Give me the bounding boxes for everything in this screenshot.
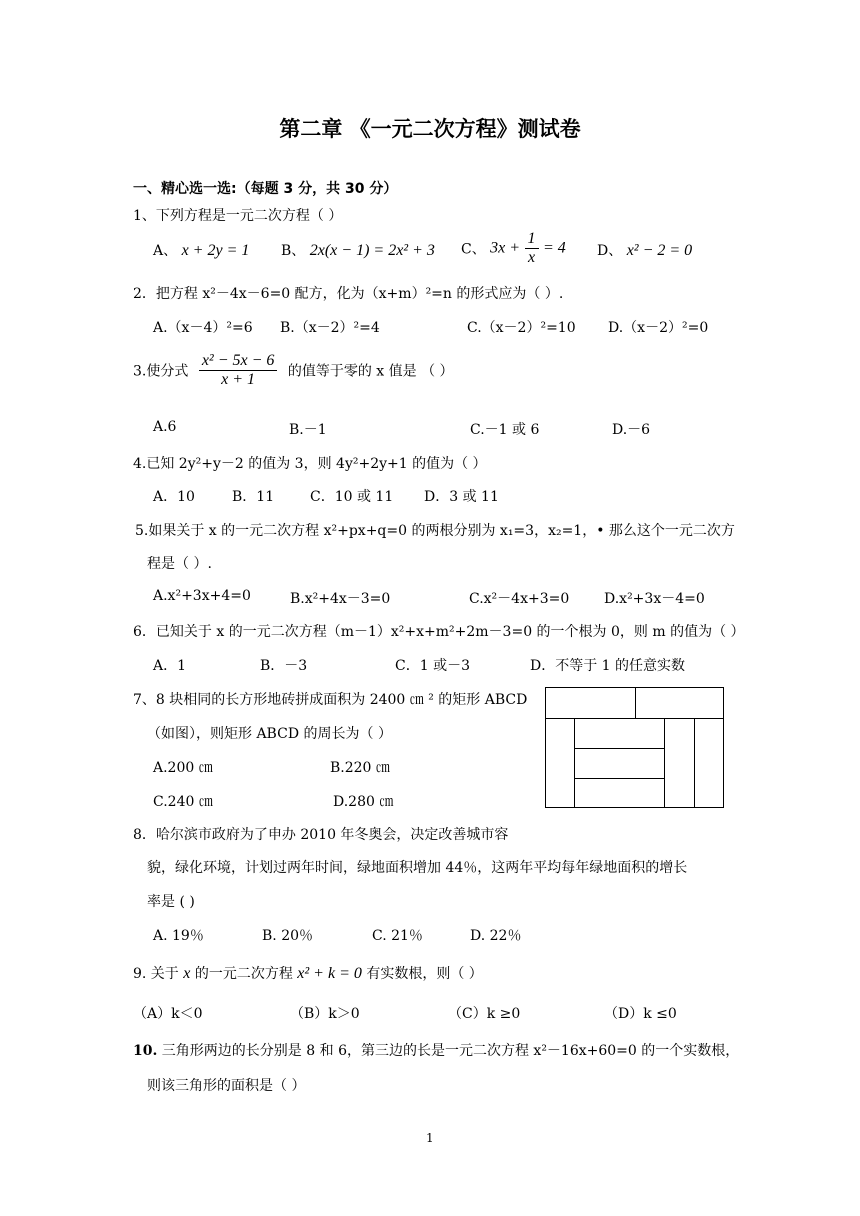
question-8-stem-line1: 8．哈尔滨市政府为了申办 2010 年冬奥会，决定改善城市容: [133, 827, 509, 843]
figure-right-column-line: [694, 718, 695, 808]
q9-equation: x² + k = 0: [297, 965, 362, 982]
q1-option-a: [153, 240, 249, 260]
page-title: 第二章 《一元二次方程》测试卷: [279, 117, 581, 141]
q3-denominator: x + 1: [221, 371, 256, 388]
figure-middle-row-line-2: [574, 778, 665, 779]
q1-option-c-label: C、: [461, 241, 486, 258]
q9-option-a: （A）k＜0: [133, 1006, 203, 1022]
q7-option-a: A.200 ㎝: [153, 760, 213, 776]
q1-option-d-label: D、: [597, 243, 623, 259]
q9-option-b: （B）k＞0: [290, 1006, 360, 1022]
q3-suffix: 的值等于零的 x 值是 （ ）: [287, 363, 454, 380]
question-2-stem: 2．把方程 x²－4x－6=0 配方，化为（x+m）²=n 的形式应为（ ）.: [133, 286, 564, 302]
q3-fraction: [199, 352, 278, 389]
figure-middle-right-line: [664, 718, 665, 808]
figure-middle-row-line-1: [574, 748, 665, 749]
question-4-stem: 4.已知 2y²+y－2 的值为 3，则 4y²+2y+1 的值为（ ）: [133, 456, 487, 472]
question-5-stem-line2: 程是（ ）.: [147, 556, 212, 572]
question-3: [133, 352, 454, 389]
question-9-stem: [133, 963, 483, 983]
question-5-stem-line1: 5.如果关于 x 的一元二次方程 x²+px+q=0 的两根分别为 x₁=3，x₂=1，• 那么这个一元二次方: [135, 523, 735, 539]
q6-option-b: B．－3: [260, 658, 308, 674]
q1-option-c-fraction: [525, 230, 539, 267]
q10-number: 10.: [133, 1043, 158, 1059]
q1-option-d: [597, 240, 692, 260]
section-heading: 一、精心选一选:（每题 3 分，共 30 分）: [133, 181, 398, 197]
q9-variable: x: [183, 965, 191, 982]
q5-option-d: D.x²+3x－4=0: [604, 591, 705, 607]
q2-option-b: B.（x－2）²=4: [280, 320, 380, 336]
q3-prefix: 3.使分式: [133, 363, 189, 380]
q4-option-a: A．10: [153, 489, 195, 505]
q4-option-c: C．10 或 11: [310, 489, 394, 505]
q1-option-a-label: A、: [153, 243, 178, 259]
q1-option-c: [461, 230, 566, 267]
q8-option-a: A. 19％: [153, 928, 204, 944]
q3-option-d: D.－6: [612, 422, 651, 438]
q9-stem-mid: 的一元二次方程: [194, 966, 293, 982]
q3-option-c: C.－1 或 6: [470, 422, 540, 438]
q8-option-d: D. 22％: [470, 928, 522, 944]
q8-option-c: C. 21％: [372, 928, 423, 944]
q10-stem-text: 三角形两边的长分别是 8 和 6，第三边的长是一元二次方程 x²－16x+60=0 的一个实数根，: [157, 1043, 740, 1059]
q6-option-c: C．1 或－3: [395, 658, 470, 674]
q9-option-c: （C）k ≥0: [448, 1006, 521, 1022]
figure-left-column-line: [574, 718, 575, 808]
q2-option-d: D.（x－2）²=0: [608, 320, 709, 336]
q9-stem-pre: 9. 关于: [133, 966, 179, 982]
question-10-stem-line1: [133, 1040, 739, 1060]
q5-option-a: A.x²+3x+4=0: [153, 588, 251, 604]
q6-option-d: D．不等于 1 的任意实数: [530, 658, 686, 674]
q7-option-c: C.240 ㎝: [153, 794, 213, 810]
q1-option-a-math: x + 2y = 1: [181, 242, 250, 259]
q5-option-b: B.x²+4x－3=0: [290, 591, 391, 607]
rectangle-abcd-figure: [545, 687, 724, 808]
question-7-stem-line1: 7、8 块相同的长方形地砖拼成面积为 2400 ㎝ ² 的矩形 ABCD: [133, 692, 528, 708]
q1-c-numerator: 1: [525, 230, 539, 249]
q7-option-d: D.280 ㎝: [333, 794, 394, 810]
question-7-stem-line2: （如图），则矩形 ABCD 的周长为（ ）: [147, 726, 392, 742]
q1-option-b: [281, 240, 435, 260]
q1-option-d-math: x² − 2 = 0: [626, 242, 693, 259]
q5-option-c: C.x²－4x+3=0: [469, 591, 570, 607]
q1-option-b-math: 2x(x − 1) = 2x² + 3: [309, 242, 435, 259]
q9-option-d: （D）k ≤0: [604, 1006, 677, 1022]
q8-option-b: B. 20％: [262, 928, 314, 944]
q4-option-d: D．3 或 11: [424, 489, 499, 505]
question-1-stem: 1、下列方程是一元二次方程（ ）: [133, 208, 343, 224]
question-8-stem-line3: 率是 ( ): [147, 894, 195, 910]
q1-c-denominator: x: [527, 249, 536, 266]
question-10-stem-line2: 则该三角形的面积是（ ）: [147, 1078, 306, 1094]
question-8-stem-line2: 貌，绿化环境，计划过两年时间，绿地面积增加 44％，这两年平均每年绿地面积的增长: [147, 860, 688, 876]
q3-numerator: x² − 5x − 6: [199, 352, 278, 371]
q9-stem-post: 有实数根，则（ ）: [366, 966, 483, 982]
figure-top-brick-split: [635, 687, 636, 719]
q1-option-c-math-post: = 4: [542, 239, 566, 257]
q6-option-a: A．1: [153, 658, 187, 674]
q4-option-b: B．11: [232, 489, 275, 505]
q2-option-c: C.（x－2）²=10: [467, 320, 576, 336]
page-number: 1: [426, 1131, 434, 1145]
q7-option-b: B.220 ㎝: [330, 760, 390, 776]
q3-option-a: A.6: [153, 419, 177, 435]
q1-option-b-label: B、: [281, 243, 306, 259]
q1-option-c-math-pre: 3x +: [490, 239, 521, 257]
question-6-stem: 6．已知关于 x 的一元二次方程（m－1）x²+x+m²+2m－3=0 的一个根为 0，则 m 的值为（ ）: [133, 624, 745, 640]
q3-option-b: B.－1: [289, 422, 327, 438]
q2-option-a: A.（x－4）²=6: [153, 320, 253, 336]
